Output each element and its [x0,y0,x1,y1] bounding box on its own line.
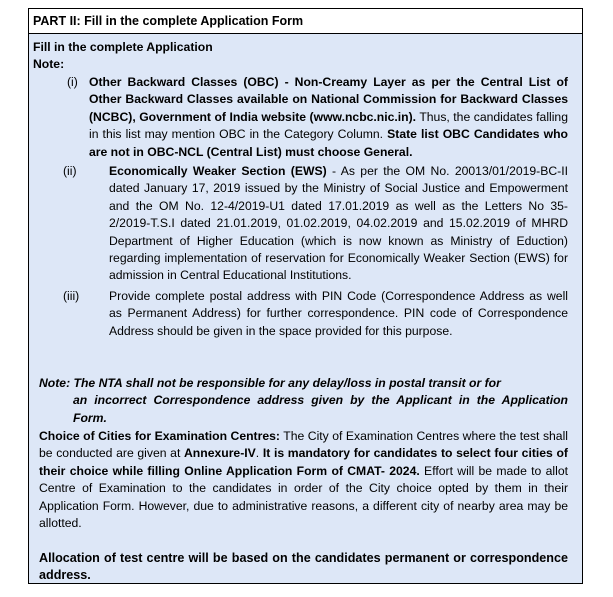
note-number: (iii) [63,289,80,303]
note-item-ews [63,163,568,285]
section-header [29,9,582,34]
allocation-note: Allocation of test centre will be based on the candidates permanent or correspondence address. [39,551,568,583]
choice-of-cities [39,428,568,532]
application-form-box [28,8,583,584]
note-item-address [63,288,568,340]
nta-disclaimer-rest: an incorrect Correspondence address given by the Applicant in the Application Form. [73,393,568,425]
section-title: PART II: Fill in the complete Application Form [33,14,304,28]
note-item-obc [63,74,568,161]
nta-disclaimer [39,375,568,427]
note-text: Provide complete postal address with PIN Code (Correspondence Address as well as Permanent Address) for further correspondence. PIN code of Correspondence Address should be given in the space provided for this purpose. [109,289,568,338]
content-area [29,34,582,583]
nta-disclaimer-first: Note: The NTA shall not be responsible for any delay/loss in postal transit or for [39,376,501,390]
note-bold-tail: State list OBC Candidates who are not in OBC-NCL (Central List) must choose General. [89,127,568,159]
choice-mandatory: It is mandatory for candidates to select four cities of their choice while filling Online Application Form of CMAT- 2024. [39,446,568,478]
sub-title: Fill in the complete Application [33,40,213,54]
note-number: (i) [67,75,78,89]
note-bold-lead: Economically Weaker Section (EWS) [109,164,327,178]
note-body: Thus, the candidates falling in this list may mention OBC in the Category Column. [89,109,568,142]
note-text [109,163,568,285]
choice-text-1: The City of Examination Centres where the test shall be conducted are given at [39,429,569,461]
note-text [89,74,568,161]
choice-text-2: . [255,446,263,461]
note-label: Note: [33,57,65,71]
note-number: (ii) [63,164,77,178]
note-body: - As per the OM No. 20013/01/2019-BC-II dated January 17, 2019 issued by the Ministry of Social Justice and Empowerment and the OM No. 12-4/2019-U1 dated 17.01.2019 as well as the Letters No 35-2/2019-T.S.I dated 21.01.2019, 01.02.2019, 04.02.2019 and 15.02.2019 of MHRD Department of Higher Education (which is now known as Ministry of Eduction) regarding implementation of reservation for Economically Weaker Section (EWS) for admission in Central Educational Institutions. [109,164,568,283]
choice-text-3: Effort will be made to allot Centre of Examination to the candidates in order of the City choice opted by them in their Application Form. However, due to administrative reasons, a different city of nearby area may be allotted. [39,463,568,531]
choice-lead: Choice of Cities for Examination Centres: [39,429,280,443]
note-bold-lead: Other Backward Classes (OBC) - Non-Creamy Layer as per the Central List of Other Backward Classes available on National Commission for Backward Classes (NCBC), Government of India website (www.ncbc.nic.in). [89,75,568,124]
annexure-ref: Annexure-IV [184,446,256,461]
